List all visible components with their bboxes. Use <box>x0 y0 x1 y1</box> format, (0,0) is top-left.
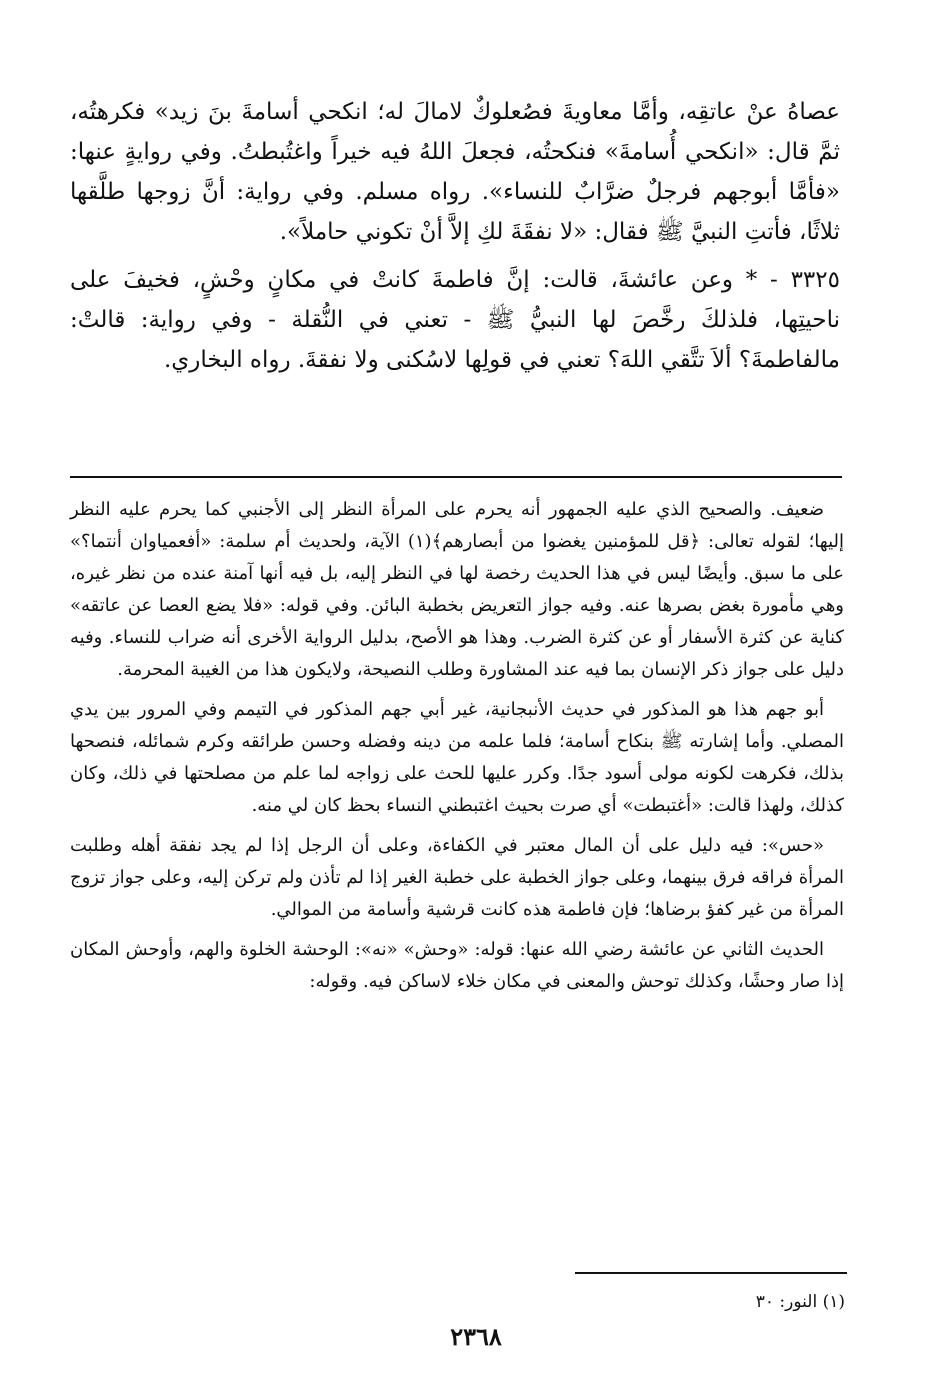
section-divider <box>70 476 842 478</box>
commentary-paragraph: «حس»: فيه دليل على أن المال معتبر في الكفاءة، وعلى أن الرجل إذا لم يجد نفقة أهله وطلبت المرأة فراقه فرق بينهما، وعلى جواز الخطبة على خطبة الغير إذا لم تأذن ولم تركن إليه، وعلى جواز تزوج المرأة من غير كفؤ برضاها؛ فإن فاطمة هذه كانت قرشية وأسامة من الموالي. <box>70 835 844 920</box>
footnote: (١) النور: ٣٠ <box>755 1292 845 1312</box>
footnote-divider <box>575 1272 847 1274</box>
page-number: ٢٣٦٨ <box>450 1322 502 1351</box>
hadith-text <box>70 92 840 388</box>
commentary-paragraph: ضعيف. والصحيح الذي عليه الجمهور أنه يحرم على المرأة النظر إلى الأجنبي كما يحرم عليه النظر إليها؛ لقوله تعالى: ﴿قل للمؤمنين يغضوا من أبصارهم﴾(١) الآية، ولحديث أم سلمة: «أفعمياوان أنتما؟» على ما سبق. وأيضًا ليس في هذا الحديث رخصة لها في النظر إليه، بل فيه أنها آمنة عنده من نظر غيره، وهي مأمورة بغض بصرها عنه. وفيه جواز التعريض بخطبة البائن. وفي قوله: «فلا يضع العصا عن عاتقه» كناية عن كثرة الأسفار أو عن كثرة الضرب. وهذا هو الأصح، بدليل الرواية الأخرى أنه ضراب للنساء. وفيه دليل على جواز ذكر الإنسان بما فيه عند المشاورة وطلب النصيحة، ولايكون هذا من الغيبة المحرمة. <box>70 499 844 680</box>
hadith-paragraph: عصاهُ عنْ عاتقِه، وأمَّا معاويةَ فصُعلوكٌ لامالَ له؛ انكحي أسامةَ بنَ زيد» فكرهتُه، ثمَّ قال: «انكحي أُسامةَ» فنكحتُه، فجعلَ اللهُ فيه خيراً واغتُبطتُ. وفي روايةٍ عنها: «فأمَّا أبوجهم فرجلٌ ضرَّابٌ للنساء». رواه مسلم. وفي رواية: أنَّ زوجها طلَّقها ثلاثًا، فأتتِ النبيَّ ﷺ فقال: «لا نفقَةَ لكِ إلاَّ أنْ تكوني حاملاً». <box>70 99 840 245</box>
commentary-text <box>70 494 844 1006</box>
commentary-paragraph: أبو جهم هذا هو المذكور في حديث الأنبجانية، غير أبي جهم المذكور في التيمم وفي المرور بين يدي المصلي. وأما إشارته ﷺ بنكاح أسامة؛ فلما علمه من دينه وفضله وحسن طرائقه وكرم شمائله، فنصحها بذلك، فكرهت لكونه مولى أسود جدًا. وكرر عليها للحث على زواجه لما علم من مصلحتها في ذلك، وكان كذلك، ولهذا قالت: «أغتبطت» أي صرت بحيث اغتبطني النساء بحظ كان لي منه. <box>70 699 844 816</box>
commentary-paragraph: الحديث الثاني عن عائشة رضي الله عنها: قوله: «وحش» «نه»: الوحشة الخلوة والهم، وأوحش المكان إذا صار وحشًا، وكذلك توحش والمعنى في مكان خلاء لاساكن فيه. وقوله: <box>70 939 844 992</box>
hadith-paragraph: ٣٣٢٥ - * وعن عائشةَ، قالت: إنَّ فاطمةَ كانتْ في مكانٍ وحْشٍ، فخيفَ على ناحيتِها، فلذلكَ رخَّصَ لها النبيُّ ﷺ - تعني في النُّقلة - وفي رواية: قالتْ: مالفاطمةَ؟ ألاَ تتَّقي اللهَ؟ تعني في قولِها لاسُكنى ولا نفقةَ. رواه البخاري. <box>70 267 840 373</box>
